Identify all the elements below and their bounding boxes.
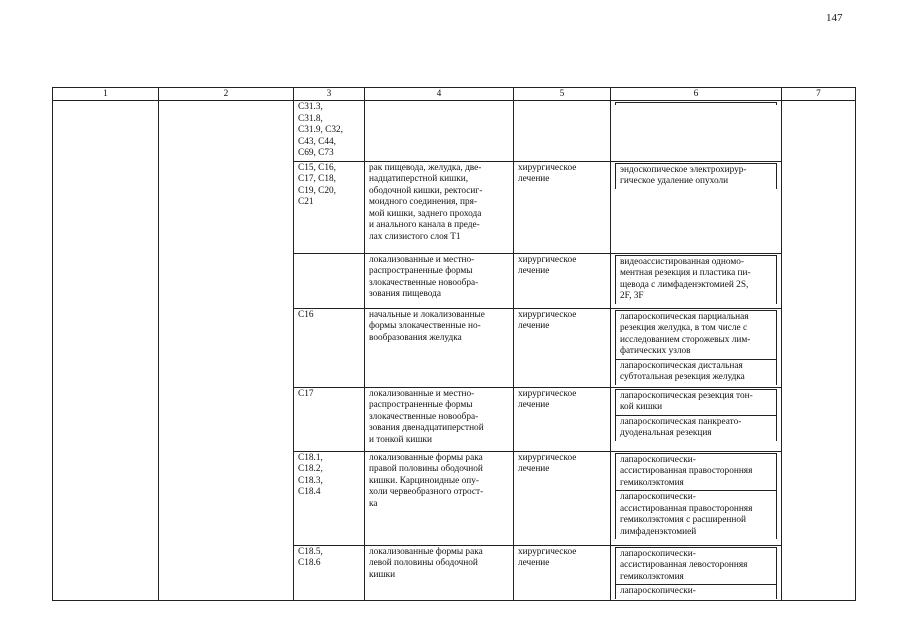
method-item: видеоассистированная одномо- ментная резекция и пластика пи- щевода с лимфаденэктомией 2S, 2F, 3F [616, 255, 777, 304]
disease-model-cell: рак пищевода, желудка, две- надцатиперстной кишки, ободочной кишки, ректосиг- моидного соединения, пря- мой кишки, заднего прохода и анального канала в преде- лах слизистого слоя T1 [365, 161, 514, 253]
method-item: эндоскопическое электрохирур- гическое удаление опухоли [616, 163, 777, 189]
method-item: лапароскопически- [616, 585, 777, 599]
procedures-table [52, 87, 856, 601]
icd-codes-cell: C18.1, C18.2, C18.3, C18.4 [294, 451, 365, 545]
treatment-type-cell: хирургическое лечение [514, 253, 611, 308]
treatment-type-cell: хирургическое лечение [514, 545, 611, 600]
method-item: лапароскопическая резекция тон- кой кишки [616, 389, 777, 415]
method-cell [611, 451, 782, 545]
column-header: 6 [611, 88, 782, 101]
method-cell [611, 101, 782, 162]
treatment-type-cell: хирургическое лечение [514, 387, 611, 451]
treatment-type-cell: хирургическое лечение [514, 161, 611, 253]
icd-codes-cell: C31.3, C31.8, C31.9, C32, C43, C44, C69, C73 [294, 101, 365, 162]
method-cell [611, 253, 782, 308]
method-cell [611, 545, 782, 600]
icd-codes-cell: C15, C16, C17, C18, C19, C20, C21 [294, 161, 365, 253]
column-1-cell [53, 101, 159, 601]
icd-codes-cell: C17 [294, 387, 365, 451]
column-header: 1 [53, 88, 159, 101]
column-header: 2 [159, 88, 294, 101]
icd-codes-cell: C16 [294, 308, 365, 387]
method-cell [611, 387, 782, 451]
column-7-cell [782, 101, 856, 601]
page-number: 147 [826, 12, 843, 24]
method-item: лапароскопическая панкреато- дуоденальная резекция [616, 415, 777, 441]
method-item: лапароскопически- ассистированная левосторонняя гемиколэктомия [616, 547, 777, 585]
disease-model-cell: локализованные и местно- распространенные формы злокачественные новообра- зования пищевода [365, 253, 514, 308]
disease-model-cell [365, 101, 514, 162]
column-2-cell [159, 101, 294, 601]
column-header: 7 [782, 88, 856, 101]
table-row [53, 101, 856, 162]
method-cell [611, 308, 782, 387]
treatment-type-cell: хирургическое лечение [514, 308, 611, 387]
method-item: лапароскопически- ассистированная правосторонняя гемиколэктомия [616, 453, 777, 491]
method-item: лапароскопическая парциальная резекция желудка, в том числе с исследованием сторожевых лим- фатических узлов [616, 310, 777, 359]
disease-model-cell: локализованные формы рака правой половины ободочной кишки. Карциноидные опу- холи червеобразного отрост- ка [365, 451, 514, 545]
disease-model-cell: начальные и локализованные формы злокачественные но- вообразования желудка [365, 308, 514, 387]
treatment-type-cell [514, 101, 611, 162]
column-header: 4 [365, 88, 514, 101]
column-header: 3 [294, 88, 365, 101]
icd-codes-cell: C18.5, C18.6 [294, 545, 365, 600]
method-cell [611, 161, 782, 253]
treatment-type-cell: хирургическое лечение [514, 451, 611, 545]
column-header: 5 [514, 88, 611, 101]
disease-model-cell: локализованные и местно- распространенные формы злокачественные новообра- зования двенадцатиперстной и тонкой кишки [365, 387, 514, 451]
icd-codes-cell [294, 253, 365, 308]
column-number-row [53, 88, 856, 101]
disease-model-cell: локализованные формы рака левой половины ободочной кишки [365, 545, 514, 600]
method-item: лапароскопическая дистальная субтотальная резекция желудка [616, 359, 777, 385]
method-item: лапароскопически- ассистированная правосторонняя гемиколэктомия с расширенной лимфаденэктомией [616, 491, 777, 540]
method-item [616, 103, 777, 106]
